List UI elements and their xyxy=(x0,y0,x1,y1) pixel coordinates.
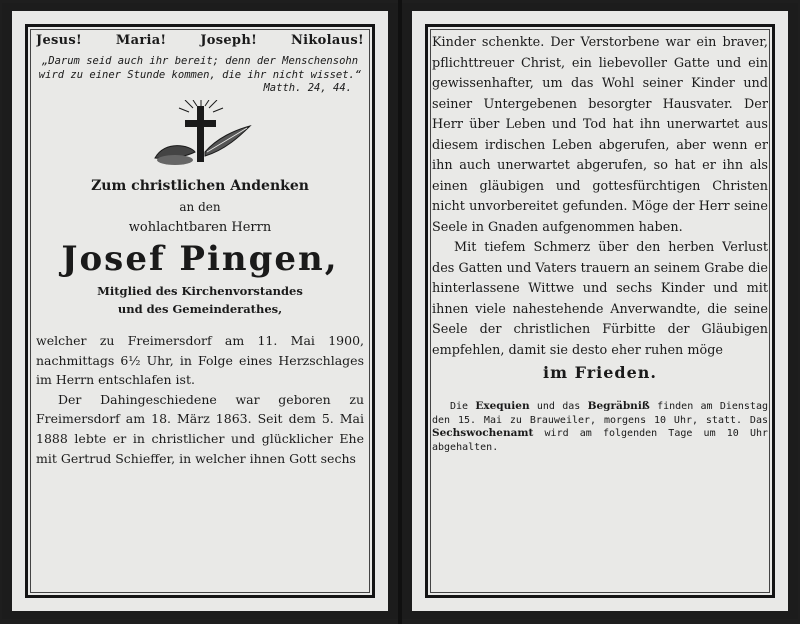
scripture-reference: Matth. 24, 44. xyxy=(263,82,352,94)
cross-with-palm-icon xyxy=(135,100,265,170)
invocation-maria: Maria! xyxy=(115,33,167,48)
deceased-name: Josef Pingen, xyxy=(61,239,339,279)
mourning-paragraph: Mit tiefem Schmerz über den herben Verlust des Gatten und Vaters trauern an seinem Grabe die hinterlassene Wittwe und sechs Kinder und mit ihnen viele nahestehende Anverwandte, die seine Seele der christlichen Fürbitte der Gläubigen empfehlen, damit sie desto eher ruhen möge xyxy=(432,240,768,358)
funeral-notice xyxy=(432,400,768,454)
biography-paragraph: Der Dahingeschiedene war geboren zu Freimersdorf am 18. März 1863. Seit dem 5. Mai 1888 lebte er in christlicher und glücklicher Ehe mit Gertrud Schieffer, in welcher ihnen Gott sechs xyxy=(36,391,364,466)
right-content xyxy=(432,33,768,591)
note-exequien: Exequien xyxy=(475,400,530,412)
scripture-quote: „Darum seid auch ihr bereit; denn der Menschensohn wird zu einer Stunde kommen, die ihr nicht wisset.“ xyxy=(38,55,362,81)
note-sechswochenamt: Sechswochenamt xyxy=(432,427,534,439)
invocation-line xyxy=(36,33,364,48)
left-page xyxy=(2,3,398,619)
note-mid-2: finden am Dienstag den 15. Mai zu Brauweiler, morgens 10 Uhr, statt. Das xyxy=(432,401,768,426)
honorific-line: wohlachtbaren Herrn xyxy=(128,220,272,235)
invocation-jesus: Jesus! xyxy=(36,33,83,48)
cross-emblem xyxy=(36,100,364,170)
left-body xyxy=(36,331,364,468)
membership-line-1: Mitglied des Kirchenvorstandes xyxy=(97,284,303,298)
invocation-nikolaus: Nikolaus! xyxy=(290,33,364,48)
death-paragraph: welcher zu Freimersdorf am 11. Mai 1900, nachmittags 6½ Uhr, in Folge eines Herzschlages im Herrn entschlafen ist. xyxy=(36,333,364,388)
right-body xyxy=(432,33,768,361)
closing-words: im Frieden. xyxy=(543,363,657,382)
note-suffix: wird am folgenden Tage um 10 Uhr abgehalten. xyxy=(432,428,768,453)
left-content xyxy=(36,33,364,591)
right-paper xyxy=(412,11,788,611)
membership-line-2: und des Gemeinderathes, xyxy=(117,302,283,316)
note-mid-1: und das xyxy=(536,401,581,412)
note-begraebniss: Begräbniß xyxy=(587,400,650,412)
invocation-joseph: Joseph! xyxy=(200,33,258,48)
an-den-line: an den xyxy=(179,200,221,214)
memorial-heading: Zum christlichen Andenken xyxy=(91,178,309,194)
note-prefix: Die xyxy=(450,401,469,412)
left-paper xyxy=(12,11,388,611)
right-page xyxy=(402,3,798,619)
character-paragraph: Kinder schenkte. Der Verstorbene war ein braver, pflichttreuer Christ, ein liebevoller Gatte und ein gewissenhafter, um das Wohl seiner Kinder und seiner Untergebenen besorgter Hausvater. Der Herr über Leben und Tod hat ihn unerwartet aus diesem irdischen Leben abgerufen, aber wenn er ihn auch unerwartet abgerufen, so hat er ihn als einen gläubigen und gottesfürchtigen Christen nicht unvorbereitet gefunden. Möge der Herr seine Seele in Gnaden aufgenommen haben. xyxy=(432,35,768,235)
